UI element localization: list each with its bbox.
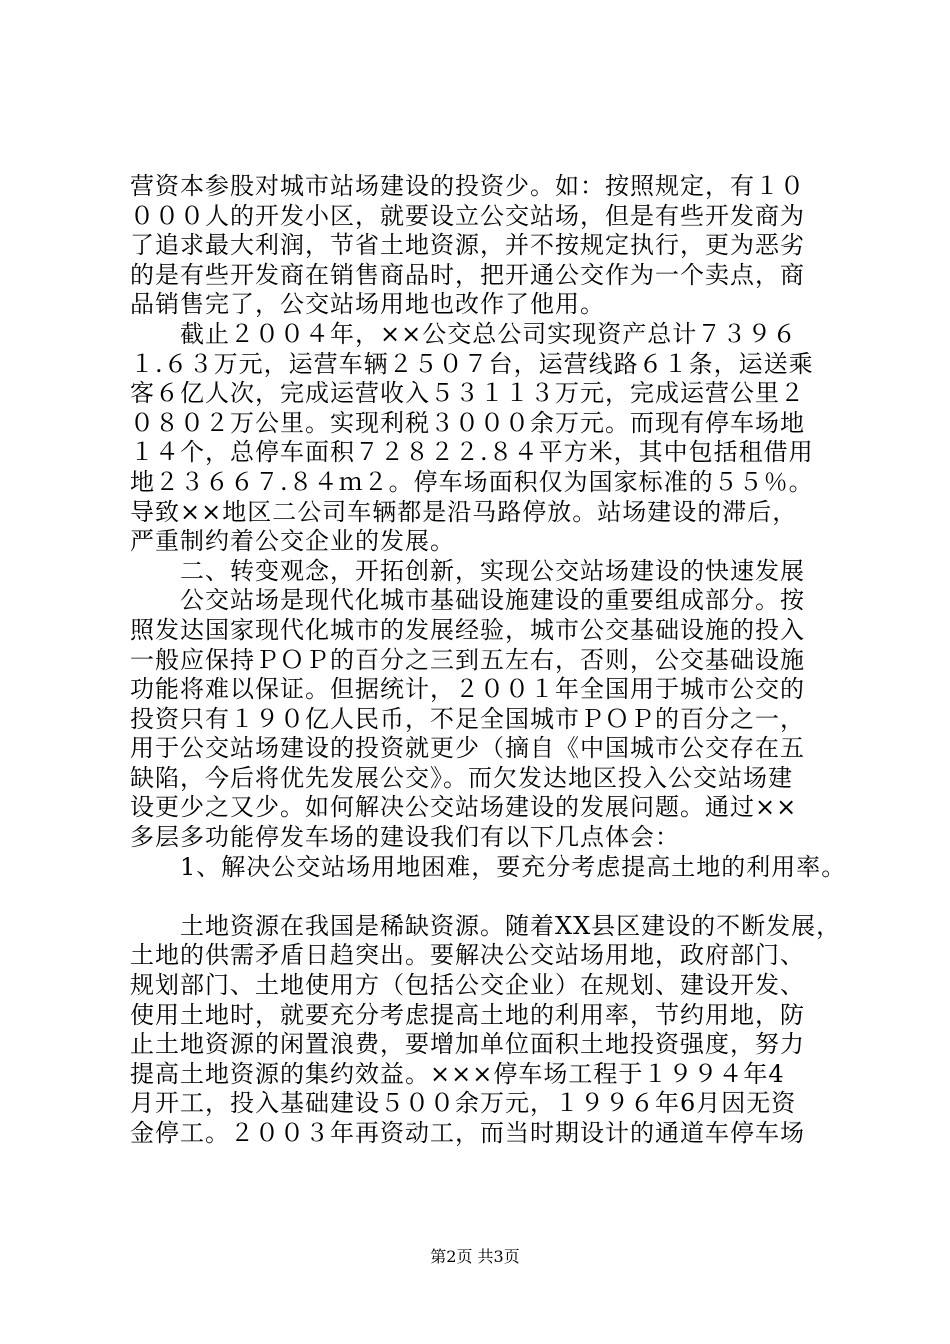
text-line: 一般应保持ＰＯＰ的百分之三到五左右，否则，公交基础设施 (130, 645, 805, 674)
text-line: 土地的供需矛盾日趋突出。要解决公交站场用地，政府部门、 (130, 941, 805, 970)
text-line: 了追求最大利润，节省土地资源，并不按规定执行，更为恶劣 (130, 231, 805, 260)
text-line: 金停工。２００３年再资动工，而当时期设计的通道车停车场 (130, 1119, 805, 1147)
text-line: 投资只有１９０亿人民币，不足全国城市ＰＯＰ的百分之一， (130, 704, 805, 733)
text-line: 截止２００４年，××公交总公司实现资产总计７３９６ (130, 319, 798, 348)
text-line: 土地资源在我国是稀缺资源。随着XX县区建设的不断发展， (130, 911, 842, 940)
text-line: １４个，总停车面积７２８２２.８４平方米，其中包括租借用 (130, 438, 814, 467)
text-line: 品销售完了，公交站场用地也改作了他用。 (130, 290, 605, 319)
text-line: 二、转变观念，开拓创新，实现公交站场建设的快速发展 (130, 556, 805, 585)
text-line: 缺陷，今后将优先发展公交》。而欠发达地区投入公交站场建 (130, 763, 793, 792)
page-footer: 第2页 共3页 (430, 1247, 520, 1266)
text-line: 客６亿人次，完成运营收入５３１１３万元，完成运营公里２ (130, 379, 805, 408)
paragraph-gap (130, 882, 835, 912)
document-body (130, 172, 847, 1149)
text-line: 1、解决公交站场用地困难，要充分考虑提高土地的利用率。 (130, 852, 847, 881)
text-line: 严重制约着公交企业的发展。 (130, 527, 455, 556)
text-line: 营资本参股对城市站场建设的投资少。如：按照规定，有１０ (130, 172, 805, 200)
text-line: 公交站场是现代化城市基础设施建设的重要组成部分。按 (130, 586, 805, 615)
text-line: 照发达国家现代化城市的发展经验，城市公交基础设施的投入 (130, 615, 805, 644)
text-line: 月开工，投入基础建设５００余万元，１９９６年6月因无资 (130, 1089, 797, 1118)
text-line: 使用土地时，就要充分考虑提高土地的利用率，节约用地，防 (130, 1000, 805, 1029)
text-line: 设更少之又少。如何解决公交站场建设的发展问题。通过×× (130, 793, 798, 822)
text-line: 的是有些开发商在销售商品时，把开通公交作为一个卖点，商 (130, 260, 805, 289)
text-line: １.６３万元，运营车辆２５０７台，运营线路６１条，运送乘 (130, 349, 814, 378)
text-line: 止土地资源的闲置浪费，要增加单位面积土地投资强度，努力 (130, 1030, 805, 1059)
text-line: 用于公交站场建设的投资就更少（摘自《中国城市公交存在五 (130, 734, 805, 763)
text-line: 提高土地资源的集约效益。×××停车场工程于１９９４年4 (130, 1059, 785, 1088)
text-line: 导致××地区二公司车辆都是沿马路停放。站场建设的滞后， (130, 497, 798, 526)
text-line: 功能将难以保证。但据统计，２００１年全国用于城市公交的 (130, 675, 805, 704)
text-line: 多层多功能停发车场的建设我们有以下几点体会： (130, 823, 680, 852)
text-line: ０００人的开发小区，就要设立公交站场，但是有些开发商为 (130, 201, 805, 230)
text-line: 地２３６６７.８４ｍ２。停车场面积仅为国家标准的５５％。 (130, 467, 814, 496)
text-line: 规划部门、土地使用方（包括公交企业）在规划、建设开发、 (130, 971, 805, 1000)
text-line: ０８０２万公里。实现利税３０００余万元。而现有停车场地 (130, 408, 805, 437)
